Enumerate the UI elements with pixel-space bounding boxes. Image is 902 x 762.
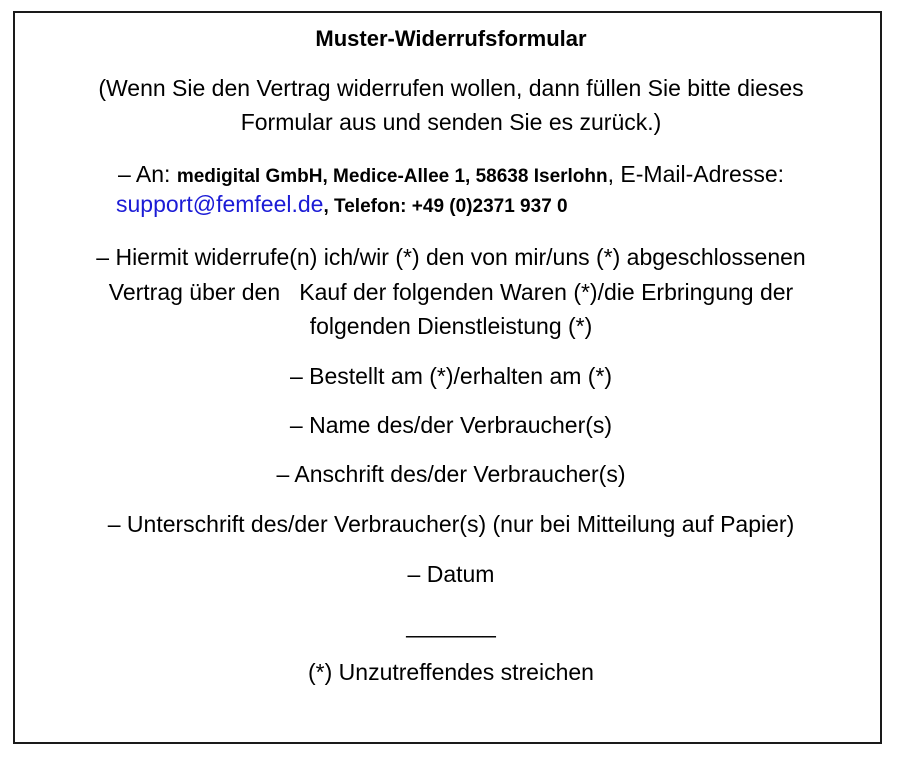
email-link[interactable]: support@femfeel.de (116, 191, 324, 217)
separator-line: _______ (406, 612, 496, 638)
footnote: (*) Unzutreffendes streichen (308, 659, 594, 685)
revocation-line-3: folgenden Dienstleistung (*) (309, 313, 593, 339)
recipient-phone: , Telefon: +49 (0)2371 937 0 (323, 196, 568, 217)
recipient-email-label: , E-Mail-Adresse: (607, 161, 784, 187)
ordered-field: – Bestellt am (*)/erhalten am (*) (289, 363, 613, 389)
revocation-line-1: – Hiermit widerrufe(n) ich/wir (*) den von mir/uns (*) abgeschlossenen (96, 244, 806, 270)
consumer-address-field: – Anschrift des/der Verbraucher(s) (276, 461, 626, 487)
intro-line-1: (Wenn Sie den Vertrag widerrufen wollen, dann füllen Sie bitte dieses (98, 75, 804, 101)
intro-line-2: Formular aus und senden Sie es zurück.) (240, 109, 662, 135)
form-title: Muster-Widerrufsformular (315, 26, 587, 51)
recipient-contact-line (116, 187, 882, 224)
signature-field: – Unterschrift des/der Verbraucher(s) (nur bei Mitteilung auf Papier) (107, 511, 795, 537)
recipient-company: medigital GmbH, Medice-Allee 1, 58638 Iserlohn (176, 166, 608, 187)
recipient-prefix: – An: (117, 161, 171, 187)
date-field: – Datum (407, 561, 495, 587)
revocation-line-2: Vertrag über den Kauf der folgenden Waren (*)/die Erbringung der (108, 279, 794, 305)
consumer-name-field: – Name des/der Verbraucher(s) (289, 412, 613, 438)
